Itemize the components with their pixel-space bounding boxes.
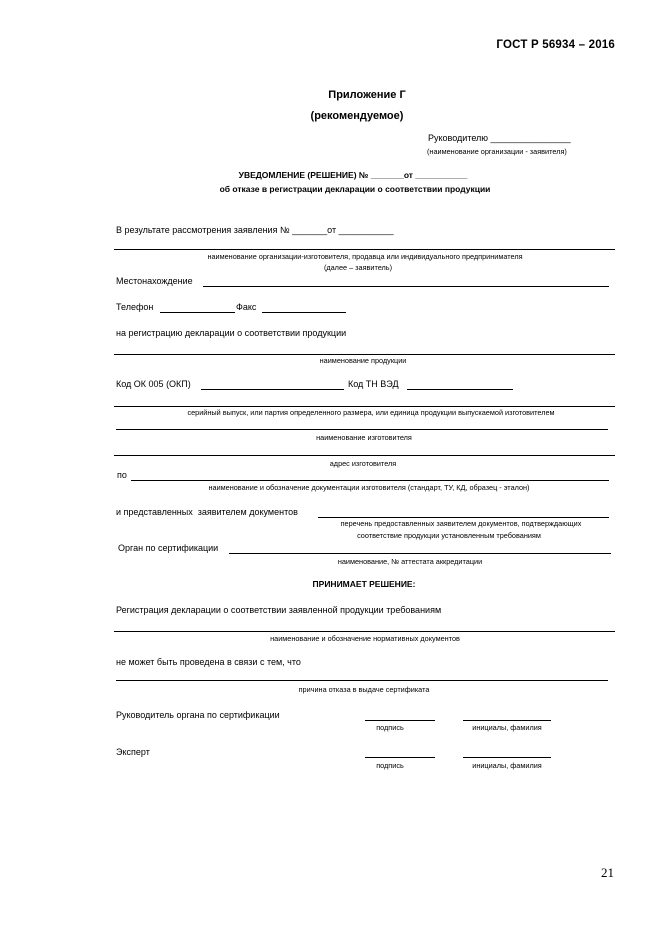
tnved-line (407, 389, 513, 390)
by-label: по (117, 470, 127, 480)
registration-label: на регистрацию декларации о соответствии продукции (116, 328, 347, 338)
batch-line (114, 406, 615, 407)
cert-body-line (229, 553, 611, 554)
expert-signature-caption: подпись (376, 761, 404, 770)
product-line (114, 354, 615, 355)
batch-caption: серийный выпуск, или партия определенного размера, или единица продукции выпускаемой изготовителем (187, 408, 555, 417)
manufacturer-line (116, 429, 608, 430)
documentation-line (131, 480, 609, 481)
page-number: 21 (601, 865, 614, 880)
decision-heading: ПРИНИМАЕТ РЕШЕНИЕ: (312, 579, 416, 589)
expert-signature-line (365, 757, 435, 758)
head-signature-caption: подпись (376, 723, 404, 732)
norms-line (114, 631, 615, 632)
addressee-caption: (наименование организации - заявителя) (427, 147, 567, 156)
phone-label: Телефон (116, 302, 154, 312)
expert-name-line (463, 757, 551, 758)
tnved-label: Код ТН ВЭД (348, 379, 399, 389)
applicant-caption: наименование организации-изготовителя, продавца или индивидуального предпринимателя (207, 252, 523, 261)
address-line (114, 455, 615, 456)
appendix-subtitle: (рекомендуемое) (310, 110, 404, 122)
fax-line (262, 312, 346, 313)
fax-label: Факс (236, 302, 257, 312)
phone-line (160, 312, 235, 313)
cert-body-label: Орган по сертификации (118, 543, 219, 553)
product-caption: наименование продукции (319, 356, 407, 365)
expert-name-caption: инициалы, фамилия (472, 761, 542, 770)
documents-caption: перечень предоставленных заявителем документов, подтверждающих (340, 519, 582, 528)
documentation-caption: наименование и обозначение документации изготовителя (стандарт, ТУ, КД, образец - эталон) (208, 483, 530, 492)
decision-cannot-text: не может быть проведена в связи с тем, что (116, 657, 301, 667)
notice-title: УВЕДОМЛЕНИЕ (РЕШЕНИЕ) № _______от ___________ (238, 170, 468, 180)
reason-line (116, 680, 608, 681)
documents-line (318, 517, 609, 518)
address-caption: адрес изготовителя (329, 459, 397, 468)
appendix-title: Приложение Г (328, 89, 406, 101)
decision-registration-text: Регистрация декларации о соответствии заявленной продукции требованиям (116, 605, 442, 615)
expert-signature-label: Эксперт (116, 747, 150, 757)
location-line (203, 286, 609, 287)
document-code: ГОСТ Р 56934 – 2016 (496, 39, 615, 51)
head-signature-line (365, 720, 435, 721)
notice-subtitle: об отказе в регистрации декларации о соответствии продукции (219, 184, 491, 194)
documents-caption-note: соответствие продукции установленным требованиям (357, 531, 541, 540)
location-label: Местонахождение (116, 276, 193, 286)
manufacturer-caption: наименование изготовителя (316, 433, 412, 442)
documents-label: и представленных заявителем документов (116, 507, 298, 517)
applicant-caption-note: (далее – заявитель) (323, 263, 393, 272)
review-line: В результате рассмотрения заявления № _______от ___________ (116, 225, 394, 235)
okp-line (201, 389, 344, 390)
applicant-line (114, 249, 615, 250)
addressee-line: Руководителю ________________ (428, 133, 571, 143)
reason-caption: причина отказа в выдаче сертификата (298, 685, 430, 694)
head-signature-label: Руководитель органа по сертификации (116, 710, 280, 720)
okp-label: Код ОК 005 (ОКП) (116, 379, 191, 389)
head-name-line (463, 720, 551, 721)
cert-body-caption: наименование, № аттестата аккредитации (337, 557, 483, 566)
head-name-caption: инициалы, фамилия (472, 723, 542, 732)
norms-caption: наименование и обозначение нормативных документов (270, 634, 460, 643)
